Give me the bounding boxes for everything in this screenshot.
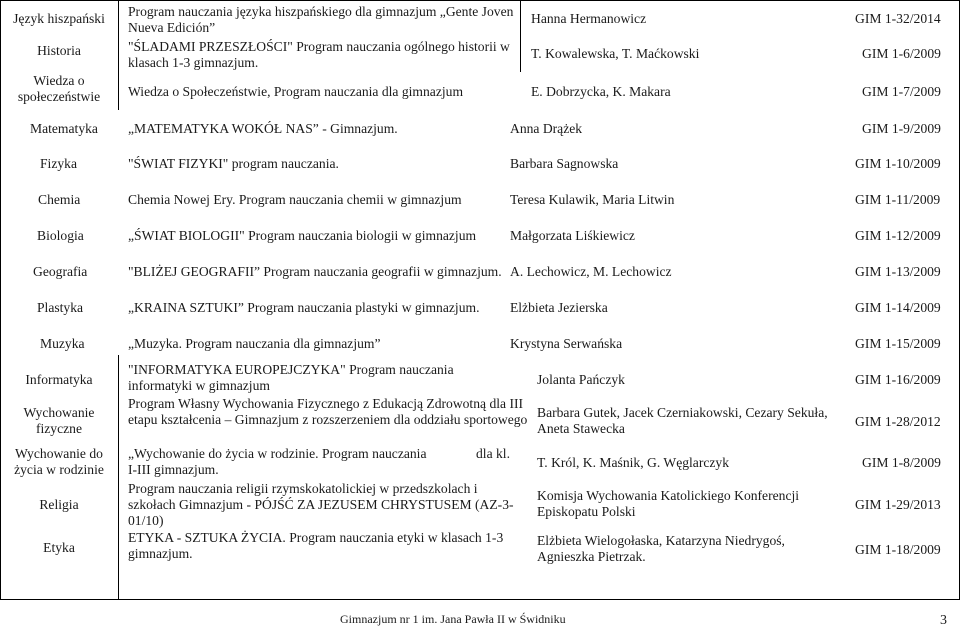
code-biology: GIM 1-12/2009 [855, 228, 941, 243]
program-history: "ŚLADAMI PRZESZŁOŚCI" Program nauczania ogólnego historii w klasach 1-3 gimnazjum. [128, 39, 510, 70]
author-ethics: Elżbieta Wielogołaska, Katarzyna Niedrygoś, Agnieszka Pietrzak. [537, 533, 785, 564]
program-religion: Program nauczania religii rzymskokatolickiej w przedszkolach i szkołach Gimnazjum - PÓJŚĆ ZA JEZUSEM CHRYSTUSEM (AZ-3-01/10) [128, 481, 514, 528]
program-biology: „ŚWIAT BIOLOGII" Program nauczania biologii w gimnazjum [128, 228, 477, 243]
code-history: GIM 1-6/2009 [862, 46, 941, 61]
code-chemistry: GIM 1-11/2009 [855, 192, 941, 207]
program-family-line1b: dla kl. [476, 446, 510, 461]
subject-column-divider [118, 0, 119, 110]
program-spanish: Program nauczania języka hiszpańskiego dla gimnazjum „Gente Joven Nueva Edición” [128, 4, 514, 35]
subject-family: Wychowanie do życia w rodzinie [14, 446, 104, 477]
author-civics: E. Dobrzycka, K. Makara [531, 84, 671, 99]
subject-math: Matematyka [30, 121, 98, 136]
subject-ethics: Etyka [43, 540, 75, 555]
subject-art: Plastyka [37, 300, 84, 315]
program-art: „KRAINA SZTUKI” Program nauczania plastyki w gimnazjum. [128, 300, 480, 315]
subject-physics: Fizyka [40, 156, 77, 171]
code-ethics: GIM 1-18/2009 [855, 542, 941, 557]
author-music: Krystyna Serwańska [510, 336, 623, 351]
subject-pe: Wychowanie fizyczne [23, 405, 95, 436]
author-geography: A. Lechowicz, M. Lechowicz [510, 264, 672, 279]
code-spanish: GIM 1-32/2014 [855, 11, 941, 26]
author-pe: Barbara Gutek, Jacek Czerniakowski, Cezary Sekuła, Aneta Stawecka [537, 405, 828, 436]
code-civics: GIM 1-7/2009 [862, 84, 941, 99]
subject-chemistry: Chemia [38, 192, 81, 207]
author-religion: Komisja Wychowania Katolickiego Konferencji Episkopatu Polski [537, 488, 800, 519]
program-ethics: ETYKA - SZTUKA ŻYCIA. Program nauczania etyki w klasach 1-3 gimnazjum. [128, 530, 504, 561]
author-it: Jolanta Pańczyk [537, 372, 625, 387]
subject-it: Informatyka [25, 372, 93, 387]
author-family: T. Król, K. Maśnik, G. Węglarczyk [537, 455, 730, 470]
program-family-line1: „Wychowanie do życia w rodzinie. Program nauczania [128, 446, 427, 461]
code-pe: GIM 1-28/2012 [855, 414, 941, 429]
code-it: GIM 1-16/2009 [855, 372, 941, 387]
subject-music: Muzyka [40, 336, 85, 351]
code-music: GIM 1-15/2009 [855, 336, 941, 351]
table-top-border [0, 0, 960, 1]
code-art: GIM 1-14/2009 [855, 300, 941, 315]
code-geography: GIM 1-13/2009 [855, 264, 941, 279]
subject-column-divider-lower [118, 355, 119, 600]
code-religion: GIM 1-29/2013 [855, 497, 941, 512]
footer-page-number: 3 [940, 613, 947, 628]
author-biology: Małgorzata Liśkiewicz [510, 228, 635, 243]
program-math: „MATEMATYKA WOKÓŁ NAS” - Gimnazjum. [128, 121, 398, 136]
program-it: "INFORMATYKA EUROPEJCZYKA" Program nauczania informatyki w gimnazjum [128, 362, 454, 393]
program-pe: Program Własny Wychowania Fizycznego z Edukacją Zdrowotną dla III etapu kształcenia – Gimnazjum z rozszerzeniem dla oddziału sportowego [128, 396, 528, 427]
author-chemistry: Teresa Kulawik, Maria Litwin [510, 192, 675, 207]
program-family-line2: I-III gimnazjum. [128, 462, 219, 477]
code-math: GIM 1-9/2009 [862, 121, 941, 136]
footer-school-name: Gimnazjum nr 1 im. Jana Pawła II w Świdniku [340, 612, 566, 626]
program-music: „Muzyka. Program nauczania dla gimnazjum” [128, 336, 381, 351]
author-art: Elżbieta Jezierska [510, 300, 608, 315]
subject-religion: Religia [39, 497, 79, 512]
subject-civics: Wiedza o społeczeństwie [17, 73, 101, 104]
code-family: GIM 1-8/2009 [862, 455, 941, 470]
table-bottom-border [0, 599, 960, 600]
subject-biology: Biologia [37, 228, 84, 243]
subject-history: Historia [37, 43, 81, 58]
program-civics: Wiedza o Społeczeństwie, Program nauczania dla gimnazjum [128, 84, 464, 99]
author-physics: Barbara Sagnowska [510, 156, 619, 171]
author-history: T. Kowalewska, T. Maćkowski [531, 46, 700, 61]
program-physics: "ŚWIAT FIZYKI" program nauczania. [128, 156, 339, 171]
program-column-divider [520, 0, 521, 72]
program-chemistry: Chemia Nowej Ery. Program nauczania chemii w gimnazjum [128, 192, 462, 207]
code-physics: GIM 1-10/2009 [855, 156, 941, 171]
author-math: Anna Drążek [510, 121, 583, 136]
subject-spanish: Język hiszpański [13, 11, 105, 26]
author-spanish: Hanna Hermanowicz [531, 11, 647, 26]
subject-geography: Geografia [33, 264, 88, 279]
program-geography: "BLIŻEJ GEOGRAFII” Program nauczania geografii w gimnazjum. [128, 264, 502, 279]
